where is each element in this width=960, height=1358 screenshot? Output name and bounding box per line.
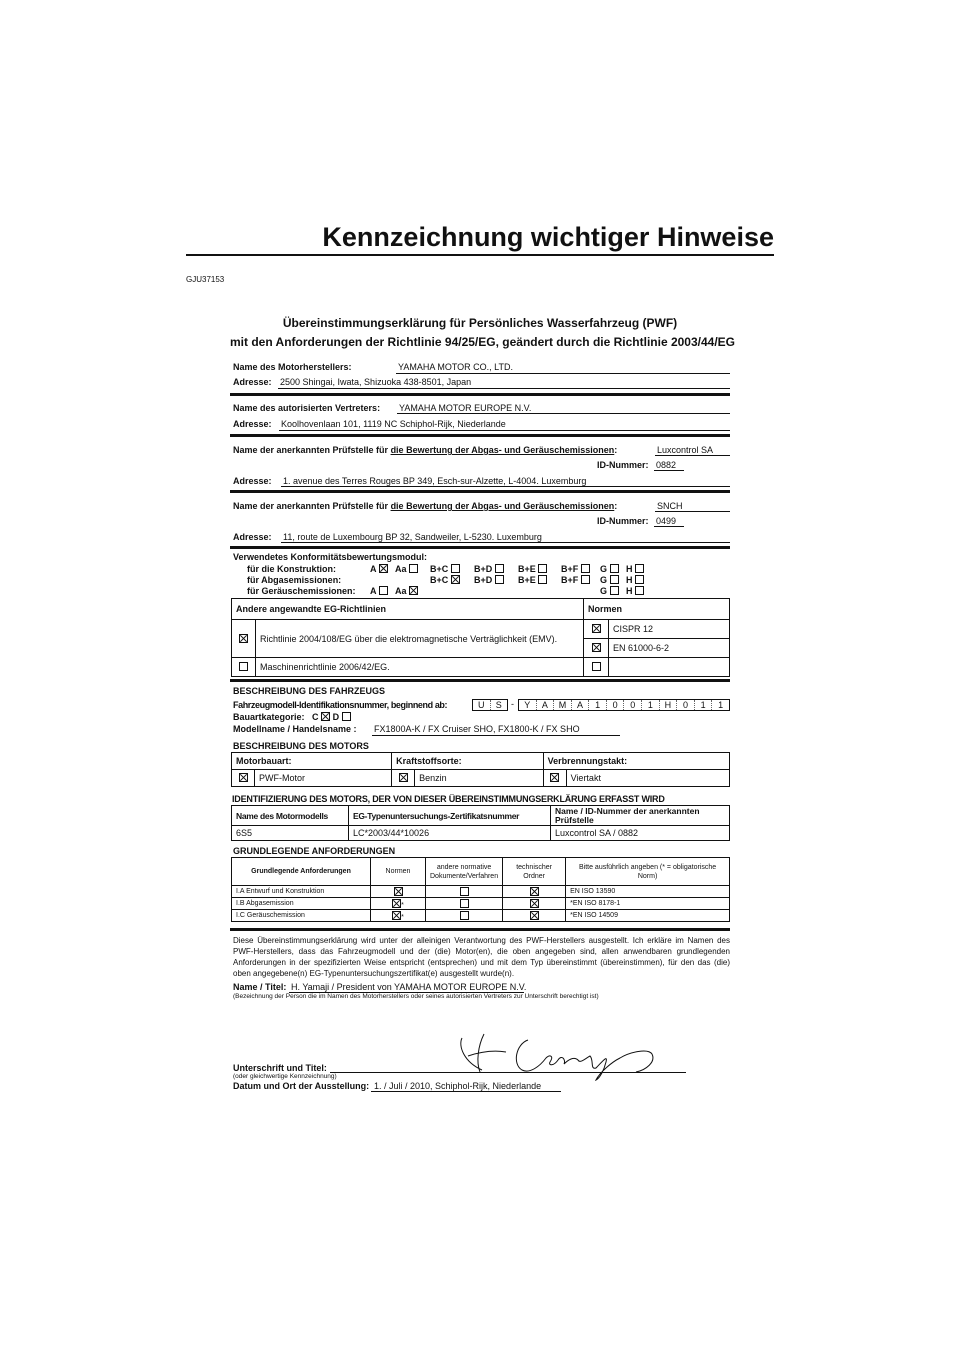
title-rule — [186, 254, 774, 256]
requirement-name: I.C Geräuschemission — [232, 910, 371, 922]
checkbox-checked — [592, 643, 601, 652]
section-rule — [230, 490, 730, 493]
signature-note: (oder gleichwertige Kennzeichnung) — [233, 1073, 337, 1080]
stroke-header: Verbrennungstakt: — [543, 753, 729, 770]
underline — [281, 542, 730, 543]
id-char: 1 — [695, 700, 713, 710]
signer-note: (Bezeichnung der Person die im Namen des Motorherstellers oder seines autorisierten Vertreters zur Unterschrift berechtigt ist) — [233, 993, 599, 1000]
req-header-other: andere normative Dokumente/Verfahren — [426, 858, 503, 886]
vehicle-id-prefix — [472, 699, 508, 711]
certificate-header: EG-Typenuntersuchungs-Zertifikatsnummer — [349, 806, 551, 826]
directive-machine: Maschinenrichtlinie 2006/42/EG. — [256, 658, 584, 677]
requirements-section-title: GRUNDLEGENDE ANFORDERUNGEN — [233, 846, 396, 856]
underline — [371, 1091, 561, 1092]
underline — [278, 388, 730, 389]
manufacturer-address-label: Adresse: — [233, 377, 272, 387]
id-char: A — [537, 700, 555, 710]
stroke-type: Viertakt — [566, 770, 729, 787]
mandatory-star: * — [401, 913, 404, 921]
checkbox-checked — [530, 911, 539, 920]
underline — [655, 511, 730, 512]
section-rule — [230, 928, 730, 931]
vehicle-model: FX1800A-K / FX Cruiser SHO, FX1800-K / FX SHO — [374, 724, 580, 734]
id-char: M — [554, 700, 572, 710]
requirement-norm: EN ISO 13590 — [566, 886, 730, 898]
checkbox-checked — [550, 773, 559, 782]
signature — [450, 1032, 670, 1082]
notified-body-2-id: 0499 — [656, 516, 677, 526]
modules-row-construction: für die Konstruktion: A Aa B+C B+D B+E B+F G H — [0, 564, 960, 575]
notified-body-2-id-label: ID-Nummer: — [597, 516, 649, 526]
engine-type-header: Motorbauart: — [232, 753, 392, 770]
engine-table — [231, 752, 730, 787]
requirement-name: I.B Abgasemission — [232, 898, 371, 910]
req-header-details: Bitte ausführlich angeben (* = obligatorische Norm) — [566, 858, 730, 886]
manufacturer-address: 2500 Shingai, Iwata, Shizuoka 438-8501, Japan — [280, 377, 472, 387]
notified-body-2-address-label: Adresse: — [233, 532, 272, 542]
notified-body-2-address: 11, route de Luxembourg BP 32, Sandweiler, L-5230. Luxemburg — [283, 532, 542, 542]
modules-row-noise: für Geräuschemissionen: A Aa G H — [0, 586, 960, 597]
checkbox — [610, 586, 619, 595]
requirement-row — [232, 898, 730, 910]
representative-value: YAMAHA MOTOR EUROPE N.V. — [399, 403, 532, 413]
underline — [397, 413, 730, 414]
checkbox — [460, 911, 469, 920]
representative-label: Name des autorisierten Vertreters: — [233, 403, 381, 413]
engine-section-title: BESCHREIBUNG DES MOTORS — [233, 741, 369, 751]
norms-header: Normen — [584, 599, 730, 620]
checkbox — [610, 575, 619, 584]
req-header-norms: Normen — [371, 858, 426, 886]
doc-subtitle: mit den Anforderungen der Richtlinie 94/25/EG, geändert durch die Richtlinie 2003/44/EG — [230, 335, 736, 349]
checkbox — [451, 564, 460, 573]
checkbox-checked — [592, 624, 601, 633]
notified-body-2-label: Name der anerkannten Prüfstelle für die Bewertung der Abgas- und Geräuschemissionen: — [233, 501, 618, 511]
checkbox — [581, 564, 590, 573]
notified-body-1-address-label: Adresse: — [233, 476, 272, 486]
body-header: Name / ID-Nummer der anerkannten Prüfstelle — [551, 806, 730, 826]
signature-line — [330, 1072, 686, 1073]
section-rule — [230, 434, 730, 437]
id-char: A — [572, 700, 590, 710]
directives-header: Andere angewandte EG-Richtlinien — [232, 599, 584, 620]
checkbox — [635, 586, 644, 595]
id-char: Y — [519, 700, 537, 710]
id-char: 1 — [642, 700, 660, 710]
body-name-id: Luxcontrol SA / 0882 — [551, 826, 730, 841]
checkbox-checked — [392, 899, 401, 908]
req-header-requirements: Grundlegende Anforderungen — [232, 858, 371, 886]
page-title: Kennzeichnung wichtiger Hinweise — [322, 222, 774, 252]
manufacturer-value: YAMAHA MOTOR CO., LTD. — [398, 362, 514, 372]
manufacturer-label: Name des Motorherstellers: — [233, 362, 352, 372]
notified-body-1-value: Luxcontrol SA — [657, 445, 714, 455]
vehicle-category: Bauartkategorie: C D — [233, 712, 351, 722]
checkbox-checked — [239, 773, 248, 782]
checkbox — [495, 575, 504, 584]
checkbox — [460, 899, 469, 908]
underline — [655, 455, 730, 456]
declaration-text: Diese Übereinstimmungserklärung wird unter der alleinigen Verantwortung des PWF-Herstellers ausgestellt. Ich erkläre im Namen des PWF-Herstellers, dass das Fahrzeugmodell und der (die) Motor(en), die oben angegeben sind, allen anwendbaren grundlegenden Anforderungen in der spezifizierten Weise entspricht (entsprechen) und mit dem Typ übereinstimmt (übereinstimmen), für den das (die) oben angegebene(n) EG-Typenuntersuchungszertifikat(e) ausgestellt wurde(n). — [233, 936, 730, 978]
underline — [654, 526, 684, 527]
directives-table — [231, 598, 730, 677]
requirement-norm: *EN ISO 8178-1 — [566, 898, 730, 910]
checkbox — [409, 564, 418, 573]
certificate-number: LC*2003/44*10026 — [349, 826, 551, 841]
checkbox — [581, 575, 590, 584]
mandatory-star: * — [401, 901, 404, 909]
id-char: 0 — [677, 700, 695, 710]
id-char: 0 — [607, 700, 625, 710]
fuel-type: Benzin — [415, 770, 543, 787]
modules-title: Verwendetes Konformitätsbewertungsmodul: — [233, 552, 428, 562]
vehicle-id-label: Fahrzeugmodell-Identifikationsnummer, beginnend ab: — [233, 700, 448, 710]
directive-emv: Richtlinie 2004/108/EG über die elektromagnetische Verträglichkeit (EMV). — [256, 620, 584, 658]
vehicle-model-label: Modellname / Handelsname : — [233, 724, 357, 734]
notified-body-2-value: SNCH — [657, 501, 683, 511]
checkbox — [538, 564, 547, 573]
checkbox-checked — [530, 887, 539, 896]
signer-label: Name / Titel: — [233, 982, 287, 992]
checkbox — [495, 564, 504, 573]
norm-en61000: EN 61000-6-2 — [609, 639, 730, 658]
engine-type: PWF-Motor — [255, 770, 392, 787]
checkbox-checked — [392, 911, 401, 920]
underline — [396, 373, 730, 374]
underline — [281, 486, 730, 487]
id-char: 1 — [718, 700, 724, 710]
checkbox — [610, 564, 619, 573]
req-header-techfile: technischer Ordner — [503, 858, 566, 886]
checkbox-checked — [530, 899, 539, 908]
checkbox — [342, 712, 351, 721]
signer-value: H. Yamaji / President von YAMAHA MOTOR EUROPE N.V. — [291, 982, 527, 992]
id-char: 0 — [624, 700, 642, 710]
checkbox-checked — [239, 634, 248, 643]
checkbox-checked — [451, 575, 460, 584]
requirement-name: I.A Entwurf und Konstruktion — [232, 886, 371, 898]
checkbox-checked — [321, 712, 330, 721]
modules-row-exhaust: für Abgasemissionen: B+C B+D B+E B+F G H — [0, 575, 960, 586]
vehicle-id-chars — [518, 699, 730, 711]
doc-code: GJU37153 — [186, 275, 225, 284]
section-rule — [230, 546, 730, 549]
checkbox — [592, 662, 601, 671]
checkbox — [635, 564, 644, 573]
checkbox — [635, 575, 644, 584]
requirement-row — [232, 910, 730, 922]
date-value: 1. / Juli / 2010, Schiphol-Rijk, Niederlande — [374, 1081, 542, 1091]
requirement-norm: *EN ISO 14509 — [566, 910, 730, 922]
engine-model-header: Name des Motormodells — [232, 806, 349, 826]
signature-label: Unterschrift und Titel: — [233, 1063, 327, 1073]
vehicle-id-dash: - — [511, 699, 514, 709]
notified-body-1-id-label: ID-Nummer: — [597, 460, 649, 470]
section-rule — [230, 679, 730, 682]
checkbox-checked — [399, 773, 408, 782]
section-rule — [230, 393, 730, 396]
checkbox — [538, 575, 547, 584]
fuel-header: Kraftstoffsorte: — [392, 753, 543, 770]
ident-section-title: IDENTIFIZIERUNG DES MOTORS, DER VON DIESER ÜBEREINSTIMMUNGSERKLÄRUNG ERFASST WIRD — [232, 794, 665, 804]
notified-body-1-address: 1. avenue des Terres Rouges BP 349, Esch-sur-Alzette, L-4004. Luxemburg — [283, 476, 587, 486]
checkbox-checked — [379, 564, 388, 573]
id-char: S — [495, 700, 502, 710]
underline — [654, 470, 684, 471]
checkbox — [379, 586, 388, 595]
id-char: U — [473, 700, 491, 710]
representative-address-label: Adresse: — [233, 419, 272, 429]
notified-body-1-id: 0882 — [656, 460, 677, 470]
vehicle-section-title: BESCHREIBUNG DES FAHRZEUGS — [233, 686, 386, 696]
engine-model: 6S5 — [232, 826, 349, 841]
id-char: 1 — [589, 700, 607, 710]
representative-address: Koolhovenlaan 101, 1119 NC Schiphol-Rijk, Niederlande — [281, 419, 506, 429]
underline — [279, 430, 730, 431]
id-char: H — [660, 700, 678, 710]
checkbox — [460, 887, 469, 896]
checkbox-checked — [409, 586, 418, 595]
requirements-table — [231, 857, 730, 922]
notified-body-1-label: Name der anerkannten Prüfstelle für die Bewertung der Abgas- und Geräuschemissionen: — [233, 445, 618, 455]
ident-table — [231, 805, 730, 841]
checkbox — [239, 662, 248, 671]
requirement-row — [232, 886, 730, 898]
norm-cispr: CISPR 12 — [609, 620, 730, 639]
date-label: Datum und Ort der Ausstellung: — [233, 1081, 370, 1091]
doc-title: Übereinstimmungserklärung für Persönliches Wasserfahrzeug (PWF) — [282, 316, 678, 330]
checkbox-checked — [394, 887, 403, 896]
underline — [372, 735, 620, 736]
